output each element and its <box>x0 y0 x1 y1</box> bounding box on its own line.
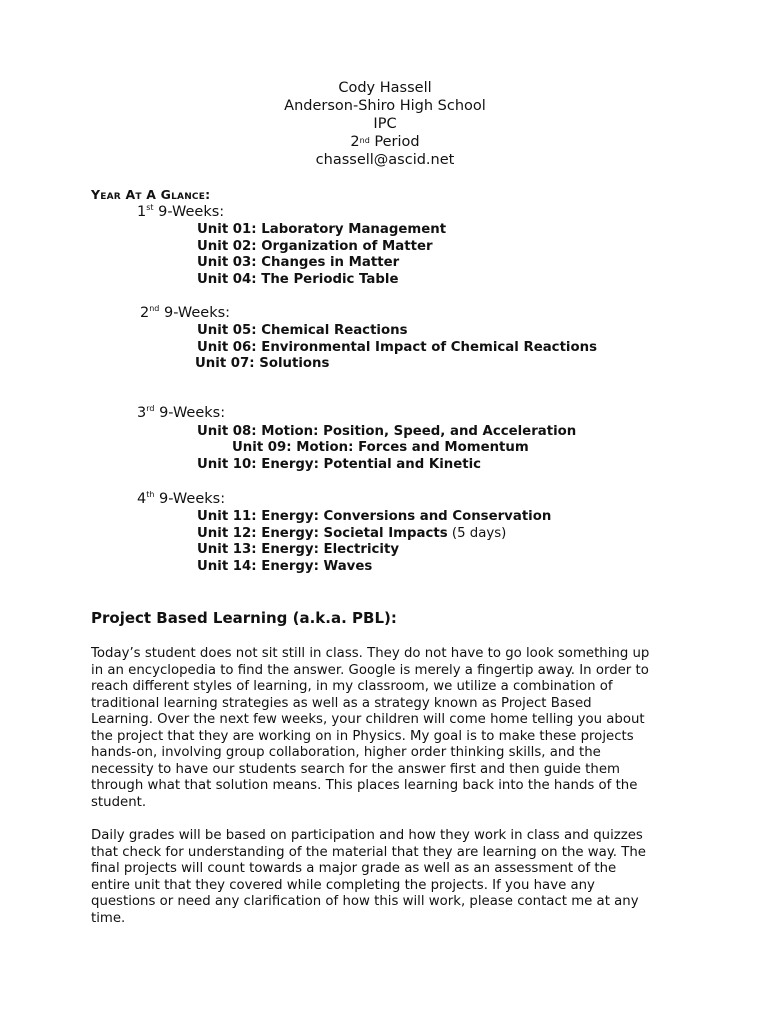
teacher-email: chassell@ascid.net <box>315 152 455 168</box>
quarter-1-heading <box>137 204 224 220</box>
school-name: Anderson-Shiro High School <box>284 98 486 114</box>
header-block <box>0 79 770 169</box>
paragraph-line: that check for understanding of the material that they are learning on the way. The <box>91 844 646 860</box>
unit-10: Unit 10: Energy: Potential and Kinetic <box>197 457 482 472</box>
quarter-label: 9-Weeks: <box>154 405 226 421</box>
unit-09: Unit 09: Motion: Forces and Momentum <box>232 440 529 455</box>
unit-06: Unit 06: Environmental Impact of Chemical Reactions <box>197 340 597 355</box>
paragraph-line: Daily grades will be based on participation and how they work in class and quizzes <box>91 828 643 843</box>
unit-05: Unit 05: Chemical Reactions <box>197 323 408 338</box>
unit-07: Unit 07: Solutions <box>195 356 330 371</box>
quarter-3-heading <box>137 405 225 421</box>
pbl-heading: Project Based Learning (a.k.a. PBL): <box>91 609 397 627</box>
period-suffix: nd <box>359 136 370 145</box>
quarter-number: 2 <box>140 305 150 321</box>
paragraph-line: through what that solution means. This places learning back into the hands of the <box>91 778 638 793</box>
unit-12: Unit 12: Energy: Societal Impacts <box>197 526 448 541</box>
unit-02: Unit 02: Organization of Matter <box>197 239 433 254</box>
quarter-number: 1 <box>137 204 147 220</box>
year-at-a-glance-heading: Year At A Glance: <box>91 187 211 202</box>
quarter-2-heading <box>140 305 230 321</box>
paragraph-line: entire unit that they covered while completing the projects. If you have any <box>91 877 595 893</box>
paragraph-line: traditional learning strategies as well as a strategy known as Project Based <box>91 695 592 711</box>
quarter-suffix: nd <box>149 304 160 313</box>
unit-13: Unit 13: Energy: Electricity <box>197 542 399 557</box>
paragraph-line: time. <box>91 910 126 926</box>
quarter-number: 4 <box>137 491 147 507</box>
unit-14: Unit 14: Energy: Waves <box>197 559 373 574</box>
unit-11: Unit 11: Energy: Conversions and Conservation <box>197 509 552 524</box>
quarter-label: 9-Weeks: <box>154 491 226 507</box>
quarter-label: 9-Weeks: <box>153 204 225 220</box>
unit-08: Unit 08: Motion: Position, Speed, and Acceleration <box>197 424 577 439</box>
unit-01: Unit 01: Laboratory Management <box>197 222 447 237</box>
paragraph-line: Learning. Over the next few weeks, your children will come home telling you about <box>91 712 645 727</box>
paragraph-line: reach different styles of learning, in my classroom, we utilize a combination of <box>91 679 613 694</box>
pbl-paragraph-2 <box>91 828 691 927</box>
paragraph-line: the project that they are working on in Physics. My goal is to make these projects <box>91 728 634 744</box>
quarter-suffix: st <box>146 203 154 212</box>
unit-03: Unit 03: Changes in Matter <box>197 255 400 270</box>
quarter-suffix: th <box>146 490 155 499</box>
paragraph-line: in an encyclopedia to find the answer. Google is merely a fingertip away. In order to <box>91 662 649 678</box>
paragraph-line: questions or need any clarification of how this will work, please contact me at any <box>91 894 639 909</box>
pbl-paragraph-1 <box>91 646 691 811</box>
paragraph-line: final projects will count towards a major grade as well as an assessment of the <box>91 861 617 876</box>
period-number: 2 <box>350 134 360 150</box>
unit-12-line <box>197 526 506 541</box>
quarter-4-heading <box>137 491 225 507</box>
paragraph-line: hands-on, involving group collaboration, higher order thinking skills, and the <box>91 745 601 760</box>
unit-04: Unit 04: The Periodic Table <box>197 272 399 287</box>
unit-12-duration-note: (5 days) <box>447 526 507 541</box>
quarter-number: 3 <box>137 405 147 421</box>
paragraph-line: student. <box>91 794 147 810</box>
paragraph-line: necessity to have our students search for the answer first and then guide them <box>91 761 620 777</box>
quarter-suffix: rd <box>146 404 155 413</box>
paragraph-line: Today’s student does not sit still in class. They do not have to go look something up <box>91 646 650 661</box>
period-label: Period <box>369 134 420 150</box>
teacher-name: Cody Hassell <box>338 80 432 96</box>
quarter-label: 9-Weeks: <box>159 305 231 321</box>
class-period <box>0 133 770 151</box>
course-name: IPC <box>373 116 397 132</box>
